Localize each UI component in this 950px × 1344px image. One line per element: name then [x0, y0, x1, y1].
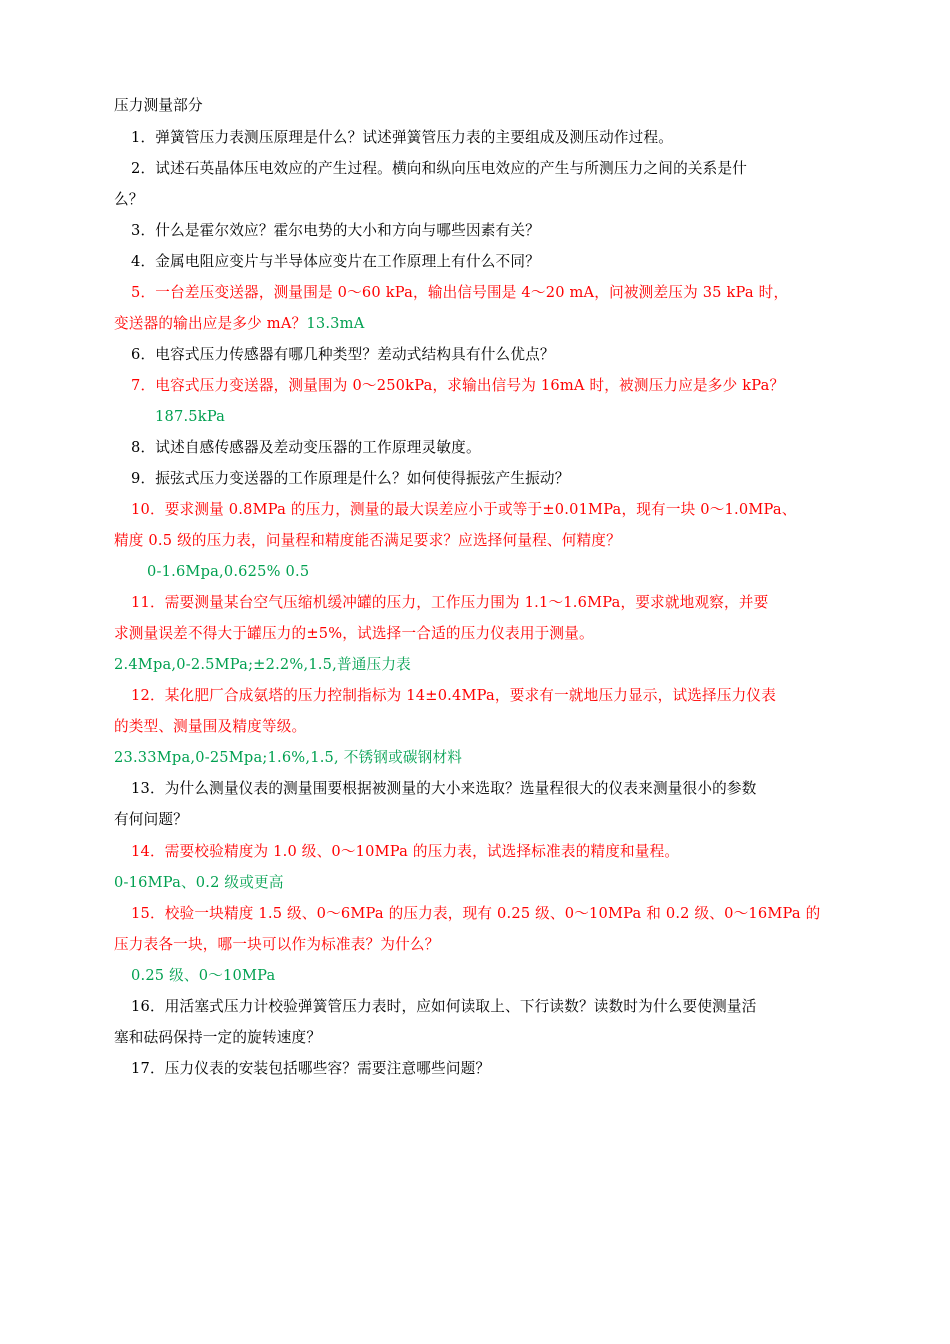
- text-line: [131, 686, 776, 706]
- line-text: 求测量误差不得大于罐压力的±5%，试选择一合适的压力仪表用于测量。: [114, 625, 594, 642]
- line-text: 0-16MPa、0.2 级或更高: [114, 874, 284, 891]
- text-line: [131, 1059, 490, 1079]
- text-line: [114, 314, 364, 334]
- line-text: 5．一台差压变送器，测量围是 0～60 kPa，输出信号围是 4～20 mA，问被测差压为 35 kPa 时，: [131, 284, 789, 301]
- line-text: 精度 0.5 级的压力表，问量程和精度能否满足要求？应选择何量程、何精度？: [114, 532, 621, 549]
- text-line: [131, 252, 540, 272]
- text-line: [131, 159, 747, 179]
- line-text: 6．电容式压力传感器有哪几种类型？差动式结构具有什么优点？: [131, 346, 555, 363]
- text-line: [131, 438, 481, 458]
- line-text: 14．需要校验精度为 1.0 级、0～10MPa 的压力表，试选择标准表的精度和量程。: [131, 843, 680, 860]
- text-line: [114, 190, 144, 210]
- line-text: 2.4Mpa,0-2.5MPa;±2.2%,1.5,普通压力表: [114, 656, 411, 673]
- line-text: 11．需要测量某台空气压缩机缓冲罐的压力，工作压力围为 1.1～1.6MPa，要求就地观察，并要: [131, 594, 769, 611]
- line-text: 压力测量部分: [114, 97, 203, 114]
- line-text: 9．振弦式压力变送器的工作原理是什么？如何使得振弦产生振动？: [131, 470, 570, 487]
- text-line: [131, 469, 570, 489]
- line-text: 么？: [114, 191, 144, 208]
- text-line: [147, 562, 309, 582]
- text-line: [155, 407, 225, 427]
- text-line: [114, 655, 411, 675]
- line-text: 0-1.6Mpa,0.625% 0.5: [147, 563, 310, 580]
- text-line: [114, 531, 621, 551]
- line-text: 0.25 级、0～10MPa: [131, 967, 276, 984]
- text-line: [114, 624, 594, 644]
- text-line: [131, 376, 784, 396]
- line-text: 3．什么是霍尔效应？霍尔电势的大小和方向与哪些因素有关？: [131, 222, 540, 239]
- text-line: [114, 748, 462, 768]
- text-line: [131, 997, 757, 1017]
- text-line: [131, 221, 540, 241]
- line-text: 8．试述自感传感器及差动变压器的工作原理灵敏度。: [131, 439, 481, 456]
- line-text: 15．校验一块精度 1.5 级、0～6MPa 的压力表，现有 0.25 级、0～10MPa 和 0.2 级、0～16MPa 的: [131, 905, 821, 922]
- text-line: [114, 810, 188, 830]
- line-text: 16．用活塞式压力计校验弹簧管压力表时，应如何读取上、下行读数？读数时为什么要使测量活: [131, 998, 757, 1015]
- text-line: [114, 873, 284, 893]
- line-text: 压力表各一块，哪一块可以作为标准表？为什么？: [114, 936, 440, 953]
- line-text: 187.5kPa: [155, 408, 226, 425]
- line-text: 4．金属电阻应变片与半导体应变片在工作原理上有什么不同？: [131, 253, 540, 270]
- line-text: 2．试述石英晶体压电效应的产生过程。横向和纵向压电效应的产生与所测压力之间的关系是什: [131, 160, 748, 177]
- line-text: 13．为什么测量仪表的测量围要根据被测量的大小来选取？选量程很大的仪表来测量很小的参数: [131, 780, 757, 797]
- text-line: [131, 593, 768, 613]
- line-text: 17．压力仪表的安装包括哪些容？需要注意哪些问题？: [131, 1060, 491, 1077]
- text-line: [114, 96, 203, 116]
- line-text: 12．某化肥厂合成氨塔的压力控制指标为 14±0.4MPa，要求有一就地压力显示，试选择压力仪表: [131, 687, 777, 704]
- text-line: [131, 904, 820, 924]
- text-line: [131, 966, 275, 986]
- text-line: [131, 779, 757, 799]
- text-line: [131, 842, 679, 862]
- text-line: [131, 128, 673, 148]
- line-text: 塞和砝码保持一定的旋转速度？: [114, 1029, 322, 1046]
- text-line: [131, 283, 788, 303]
- line-text: 10．要求测量 0.8MPa 的压力，测量的最大误差应小于或等于±0.01MPa，现有一块 0～1.0MPa、: [131, 501, 797, 518]
- line-text: 有何问题？: [114, 811, 188, 828]
- line-text: 7．电容式压力变送器，测量围为 0～250kPa，求输出信号为 16mA 时，被测压力应是多少 kPa？: [131, 377, 785, 394]
- line-text: 1．弹簧管压力表测压原理是什么？试述弹簧管压力表的主要组成及测压动作过程。: [131, 129, 674, 146]
- line-text: 23.33Mpa,0-25Mpa;1.6%,1.5, 不锈钢或碳钢材料: [114, 749, 463, 766]
- line-text: 的类型、测量围及精度等级。: [114, 718, 307, 735]
- text-line: [114, 717, 306, 737]
- answer-text: 13.3mA: [306, 315, 365, 332]
- text-line: [131, 345, 555, 365]
- text-line: [114, 935, 439, 955]
- text-line: [114, 1028, 321, 1048]
- text-line: [131, 500, 797, 520]
- line-text: 变送器的输出应是多少 mA？: [114, 315, 307, 332]
